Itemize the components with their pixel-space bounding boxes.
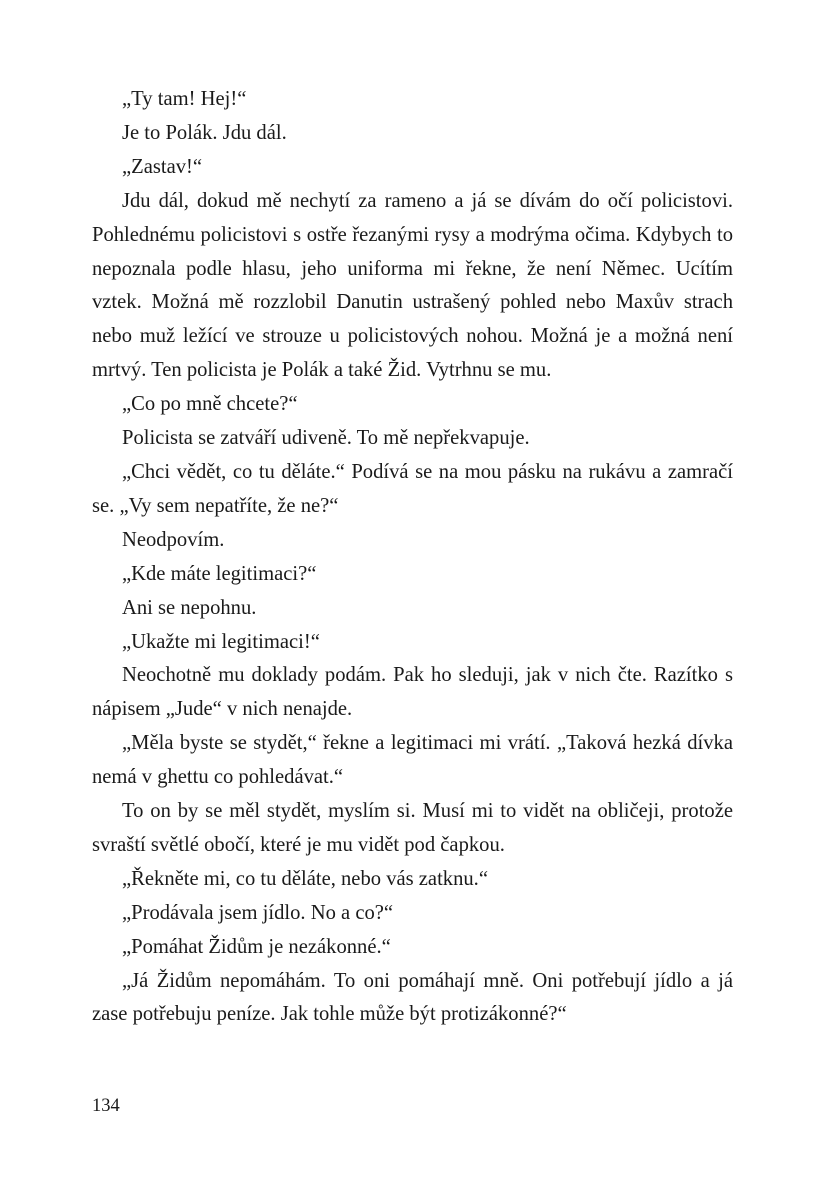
paragraph: „Co po mně chcete?“ bbox=[122, 393, 298, 416]
paragraph: Policista se zatváří udiveně. To mě nepřekvapuje. bbox=[122, 427, 530, 450]
paragraph: „Ukažte mi legitimaci!“ bbox=[122, 630, 320, 653]
body-text bbox=[92, 83, 733, 1032]
paragraph: To on by se měl stydět, myslím si. Musí mi to vidět na obličeji, protože svraští světlé obočí, které je mu vidět pod čapkou. bbox=[92, 800, 733, 856]
paragraph: „Zastav!“ bbox=[122, 155, 203, 178]
paragraph: „Pomáhat Židům je nezákonné.“ bbox=[122, 935, 391, 958]
paragraph: Neochotně mu doklady podám. Pak ho sleduji, jak v nich čte. Razítko s nápisem „Jude“ v nich nenajde. bbox=[92, 664, 733, 721]
paragraph: „Kde máte legitimaci?“ bbox=[122, 562, 317, 585]
paragraph: „Řekněte mi, co tu děláte, nebo vás zatknu.“ bbox=[122, 867, 488, 890]
paragraph: „Chci vědět, co tu děláte.“ Podívá se na mou pásku na rukávu a zamračí se. „Vy sem nepatříte, že ne?“ bbox=[92, 460, 733, 517]
paragraph: „Ty tam! Hej!“ bbox=[122, 88, 247, 110]
paragraph: „Měla byste se stydět,“ řekne a legitimaci mi vrátí. „Taková hezká dívka nemá v ghettu co pohledávat.“ bbox=[92, 732, 733, 789]
paragraph: „Já Židům nepomáhám. To oni pomáhají mně. Oni potřebují jídlo a já zase potřebuju peníze. Jak tohle může být protizákonné?“ bbox=[92, 969, 733, 1026]
paragraph: Neodpovím. bbox=[122, 528, 225, 551]
paragraph: „Prodávala jsem jídlo. No a co?“ bbox=[122, 901, 394, 924]
page-number: 134 bbox=[92, 1096, 120, 1116]
paragraph: Ani se nepohnu. bbox=[122, 596, 257, 619]
paragraph: Je to Polák. Jdu dál. bbox=[122, 121, 287, 144]
paragraph: Jdu dál, dokud mě nechytí za rameno a já se dívám do očí policistovi. Pohlednému policistovi s ostře řezanými rysy a modrýma očima. Kdybych to nepoznala podle hlasu, jeho uniforma mi řekne, že není Němec. Ucítím vztek. Možná mě rozzlobil Danutin ustrašený pohled nebo Maxův strach nebo muž ležící ve strouze u policistových nohou. Možná je a možná není mrtvý. Ten policista je Polák a také Žid. Vytrhnu se mu. bbox=[92, 189, 733, 382]
